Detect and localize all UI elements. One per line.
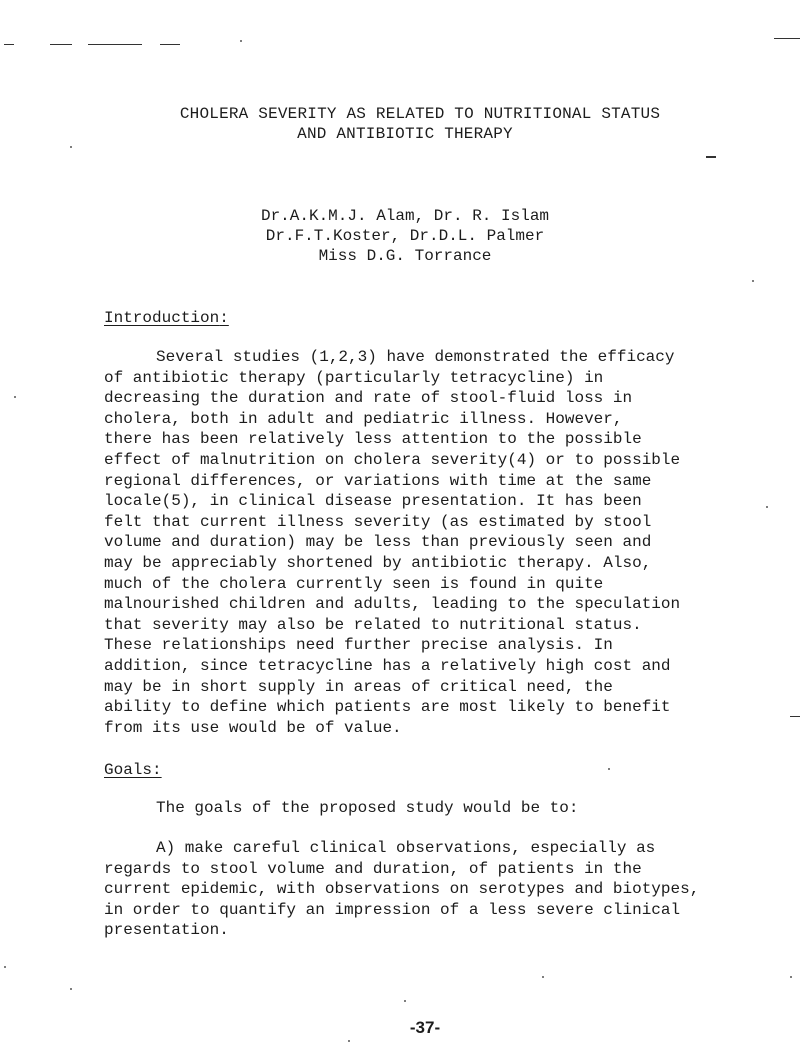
text-line: much of the cholera currently seen is found in quite [104,574,604,593]
scan-artifact [790,976,792,978]
goals-heading-text: Goals [104,761,153,779]
author-line: Miss D.G. Torrance [318,247,492,265]
text-line: locale(5), in clinical disease presentation. It has been [104,492,642,511]
introduction-heading: Introduction: [104,309,229,327]
text-line: regards to stool volume and duration, of patients in the [104,859,642,878]
scan-artifact [4,966,6,968]
text-line: regional differences, or variations with time at the same [104,471,652,490]
scan-artifact [160,44,180,45]
text-line: addition, since tetracycline has a relatively high cost and [104,656,671,675]
text-line: These relationships need further precise analysis. In [104,636,613,655]
text-line: felt that current illness severity (as estimated by stool [104,512,652,531]
goals-intro [104,798,784,819]
scan-artifact [70,988,72,990]
scan-artifact [50,44,72,45]
goal-item-a [104,838,784,941]
text-line: The goals of the proposed study would be to: [156,799,579,817]
author-list [0,206,800,266]
introduction-paragraph [104,347,784,738]
scan-artifact [14,396,16,398]
scan-artifact [88,44,142,45]
text-line: may be appreciably shortened by antibiotic therapy. Also, [104,553,652,572]
author-line: Dr.F.T.Koster, Dr.D.L. Palmer [265,227,545,245]
text-line: Several studies (1,2,3) have demonstrated the efficacy [156,348,675,366]
title-line-1: CHOLERA SEVERITY AS RELATED TO NUTRITIONAL STATUS [179,105,661,123]
scan-artifact [4,44,14,45]
text-line: effect of malnutrition on cholera severity(4) or to possible [104,450,681,469]
scan-artifact [70,146,72,148]
page-number: -37- [409,1018,441,1037]
scan-artifact [348,1040,350,1042]
text-line: of antibiotic therapy (particularly tetracycline) in [104,368,604,387]
text-line: there has been relatively less attention to the possible [104,430,642,449]
text-line: current epidemic, with observations on serotypes and biotypes, [104,880,700,899]
text-line: malnourished children and adults, leading to the speculation [104,595,681,614]
title-line-2: AND ANTIBIOTIC THERAPY [297,125,513,143]
scan-artifact [790,716,800,717]
text-line: decreasing the duration and rate of stool-fluid loss in [104,389,633,408]
text-line: in order to quantify an impression of a less severe clinical [104,900,681,919]
text-line: volume and duration) may be less than previously seen and [104,533,652,552]
text-line: ability to define which patients are most likely to benefit [104,698,671,717]
scan-artifact [240,40,242,42]
text-line: that severity may also be related to nutritional status. [104,615,642,634]
scan-artifact [608,768,610,770]
text-line: cholera, both in adult and pediatric illness. However, [104,409,623,428]
goals-heading: Goals: [104,761,162,779]
text-line: from its use would be of value. [104,718,402,737]
scan-artifact [774,38,800,39]
text-line: A) make careful clinical observations, especially as [156,839,656,857]
text-line: presentation. [104,921,229,940]
introduction-heading-text: Introduction [104,309,220,327]
scan-artifact [404,1000,406,1002]
scan-artifact [706,156,716,158]
author-line: Dr.A.K.M.J. Alam, Dr. R. Islam [260,207,550,225]
scan-artifact [542,976,544,978]
text-line: may be in short supply in areas of critical need, the [104,677,613,696]
scan-artifact [752,280,754,282]
